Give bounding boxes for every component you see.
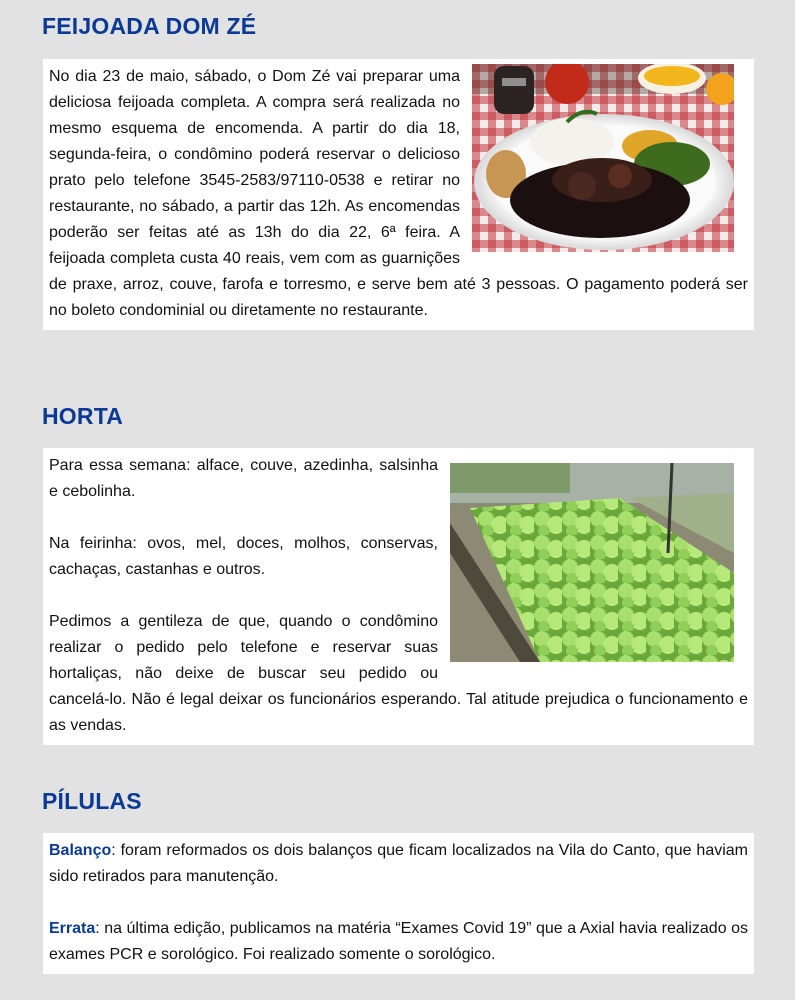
section-title-pilulas: PÍLULAS: [42, 788, 142, 814]
feijoada-card: [43, 59, 754, 330]
section-title-horta: HORTA: [42, 403, 124, 429]
horta-paragraph-1: Para essa semana: alface, couve, azedinha, salsinha e cebolinha.: [49, 457, 438, 500]
horta-paragraph-3: Pedimos a gentileza de que, quando o condômino realizar o pedido pelo telefone e reservar suas hortaliças, não deixe de buscar seu pedido ou cancelá-lo. Não é legal deixar os funcionários esperando. Tal atitude prejudica o funcionamento e as vendas.: [49, 613, 748, 734]
feijoada-photo-icon: [472, 64, 734, 252]
pilulas-item-errata: [49, 916, 748, 968]
pilulas-card: [43, 833, 754, 974]
section-title-feijoada: FEIJOADA DOM ZÉ: [42, 13, 257, 39]
lettuce-garden-photo-icon: [450, 463, 734, 662]
pilulas-item-balanco: [49, 838, 748, 890]
feijoada-text: No dia 23 de maio, sábado, o Dom Zé vai preparar uma deliciosa feijoada completa. A compra será realizada no mesmo esquema de encomenda. A partir do dia 18, segunda-feira, o condômino poderá reservar o delicioso prato pelo telefone 3545-2583/97110-0538 e retirar no restaurante, no sábado, a partir das 12h. As encomendas poderão ser feitas até as 13h do dia 22, 6ª feira. A feijoada completa custa 40 reais, vem com as guarnições de praxe, arroz, couve, farofa e torresmo, e serve bem até 3 pessoas. O pagamento poderá ser no boleto condominial ou diretamente no restaurante.: [49, 68, 748, 319]
pilulas-term-errata: Errata: [49, 920, 96, 937]
horta-paragraph-2: Na feirinha: ovos, mel, doces, molhos, conservas, cachaças, castanhas e outros.: [49, 535, 438, 578]
pilulas-text-balanco: : foram reformados os dois balanços que ficam localizados na Vila do Canto, que haviam sido retirados para manutenção.: [49, 842, 748, 885]
horta-card: [43, 448, 754, 745]
pilulas-text-errata: : na última edição, publicamos na matéria “Exames Covid 19” que a Axial havia realizado os exames PCR e sorológico. Foi realizado somente o sorológico.: [49, 920, 748, 963]
pilulas-term-balanco: Balanço: [49, 842, 112, 859]
